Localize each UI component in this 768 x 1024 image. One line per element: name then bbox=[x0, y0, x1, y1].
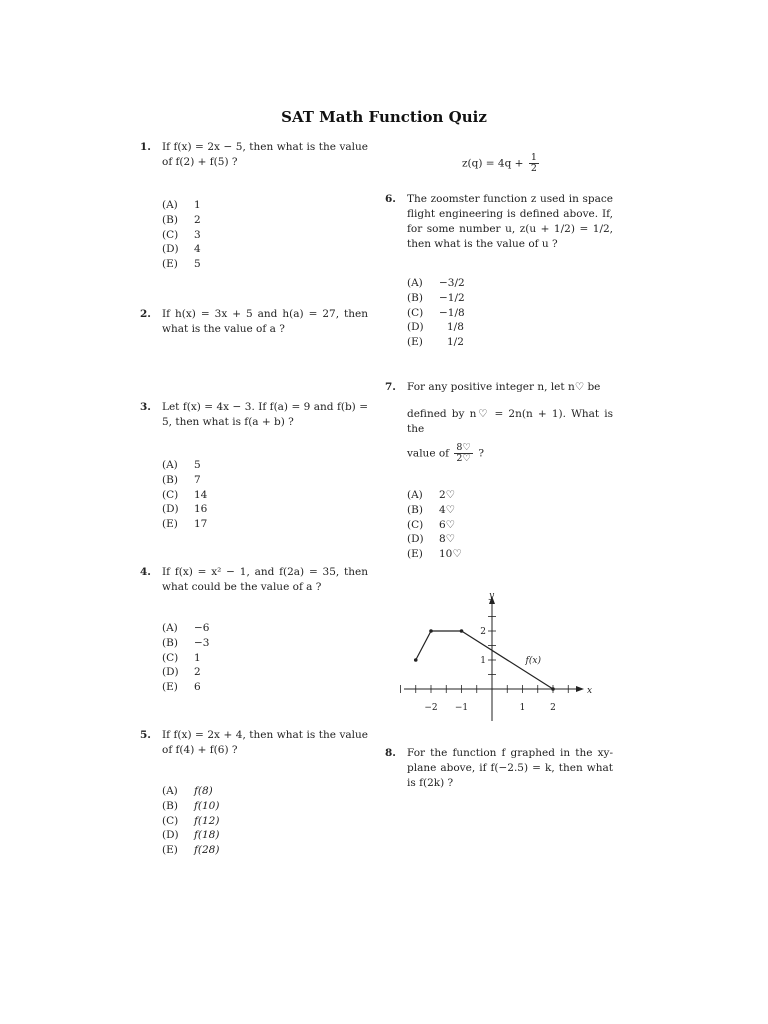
heart-fraction: $\frac{8♡}{2♡}$ bbox=[456, 442, 471, 464]
question-text: For the function f graphed in the xy-plane above, if f(−2.5) = k, then what is f(2k) ? bbox=[407, 747, 613, 789]
y-axis-label: y bbox=[489, 591, 495, 601]
choice-a[interactable]: (A) 5 bbox=[162, 459, 201, 471]
y-tick-label: 2 bbox=[480, 627, 486, 637]
question-text: If f(x) = x² − 1, and f(2a) = 35, then what could be the value of a ? bbox=[162, 566, 368, 593]
question-number: 3. bbox=[140, 401, 151, 413]
choice-b[interactable]: (B) −1/2 bbox=[407, 291, 465, 304]
choice-e[interactable]: (E) f(28) bbox=[162, 844, 220, 857]
question-text: Let f(x) = 4x − 3. If f(a) = 9 and f(b) = 5, then what is f(a + b) ? bbox=[162, 401, 368, 428]
question-number: 7. bbox=[385, 381, 396, 393]
question-text: If f(x) = 2x − 5, then what is the value of f(2) + f(5) ? bbox=[162, 141, 368, 168]
question-text-line-3: value of $\frac{8♡}{2♡}$ ? bbox=[407, 442, 484, 464]
choice-a[interactable]: (A) −3/2 bbox=[407, 277, 465, 289]
x-tick-label: 2 bbox=[550, 703, 556, 713]
choice-e[interactable]: (E) 5 bbox=[162, 258, 201, 271]
x-axis-arrow bbox=[576, 686, 584, 692]
formula-fraction: $\frac{1}{2}$ bbox=[530, 152, 537, 174]
question-3 bbox=[140, 400, 368, 532]
choice-d[interactable]: (D) 1/8 bbox=[407, 321, 464, 334]
question-text-line-1: For any positive integer n, let n♡ be bbox=[407, 381, 601, 393]
curve-point bbox=[414, 658, 418, 662]
choice-d[interactable]: (D) 16 bbox=[162, 503, 208, 516]
choice-a[interactable]: (A) 1 bbox=[162, 199, 201, 211]
choice-b[interactable]: (B) −3 bbox=[162, 636, 210, 649]
question-8 bbox=[385, 746, 613, 791]
answer-choices bbox=[407, 488, 613, 562]
choice-c[interactable]: (C) 1 bbox=[162, 651, 201, 664]
question-number: 5. bbox=[140, 729, 151, 741]
function-graph bbox=[400, 588, 600, 723]
choice-d[interactable]: (D) f(18) bbox=[162, 829, 220, 842]
choice-e[interactable]: (E) 17 bbox=[162, 518, 208, 531]
y-tick-label: 1 bbox=[480, 656, 486, 666]
question-text: If h(x) = 3x + 5 and h(a) = 27, then what is the value of a ? bbox=[162, 308, 368, 335]
page-title: SAT Math Function Quiz bbox=[281, 108, 487, 126]
answer-choices bbox=[407, 276, 613, 350]
answer-choices bbox=[162, 198, 368, 272]
question-text: The zoomster function z used in space flight engineering is defined above. If, for some number u, z(u + 1/2) = 1/2, then what is the value of u ? bbox=[407, 193, 613, 250]
choice-e[interactable]: (E) 6 bbox=[162, 681, 201, 694]
choice-d[interactable]: (D) 4 bbox=[162, 243, 201, 256]
choice-b[interactable]: (B) 2 bbox=[162, 213, 201, 226]
question-number: 8. bbox=[385, 747, 396, 759]
question-text-line-2: defined by n♡ = 2n(n + 1). What is the bbox=[407, 408, 613, 435]
curve-point bbox=[460, 629, 464, 633]
choice-c[interactable]: (C) 6♡ bbox=[407, 518, 456, 531]
zoomster-formula bbox=[462, 153, 612, 174]
question-number: 2. bbox=[140, 308, 151, 320]
choice-d[interactable]: (D) 2 bbox=[162, 666, 201, 679]
curve-point bbox=[551, 687, 555, 691]
question-number: 6. bbox=[385, 193, 396, 205]
choice-a[interactable]: (A) −6 bbox=[162, 622, 210, 634]
question-6 bbox=[385, 192, 613, 350]
question-2 bbox=[140, 307, 368, 337]
question-1 bbox=[140, 140, 368, 272]
question-number: 1. bbox=[140, 141, 151, 153]
question-text: If f(x) = 2x + 4, then what is the value of f(4) + f(6) ? bbox=[162, 729, 368, 756]
question-5 bbox=[140, 728, 368, 858]
choice-e[interactable]: (E) 1/2 bbox=[407, 336, 464, 349]
x-tick-label: −1 bbox=[454, 703, 469, 713]
choice-a[interactable]: (A) f(8) bbox=[162, 785, 213, 797]
choice-e[interactable]: (E) 10♡ bbox=[407, 548, 462, 561]
choice-a[interactable]: (A) 2♡ bbox=[407, 489, 456, 501]
function-label: f(x) bbox=[525, 656, 541, 666]
choice-c[interactable]: (C) 3 bbox=[162, 228, 201, 241]
curve-point bbox=[429, 629, 433, 633]
formula-lhs: z(q) = 4q + bbox=[462, 157, 524, 170]
choice-c[interactable]: (C) 14 bbox=[162, 488, 208, 501]
choice-b[interactable]: (B) 7 bbox=[162, 473, 201, 486]
question-7 bbox=[385, 380, 613, 562]
choice-b[interactable]: (B) f(10) bbox=[162, 799, 220, 812]
question-number: 4. bbox=[140, 566, 151, 578]
choice-b[interactable]: (B) 4♡ bbox=[407, 503, 456, 516]
choice-c[interactable]: (C) −1/8 bbox=[407, 306, 465, 319]
choice-c[interactable]: (C) f(12) bbox=[162, 814, 220, 827]
answer-choices bbox=[162, 458, 368, 532]
question-4 bbox=[140, 565, 368, 695]
answer-choices bbox=[162, 784, 368, 858]
x-tick-label: 1 bbox=[519, 703, 526, 713]
x-axis-label: x bbox=[587, 686, 593, 696]
answer-choices bbox=[162, 621, 368, 695]
x-tick-label: −2 bbox=[424, 703, 438, 713]
choice-d[interactable]: (D) 8♡ bbox=[407, 533, 456, 546]
